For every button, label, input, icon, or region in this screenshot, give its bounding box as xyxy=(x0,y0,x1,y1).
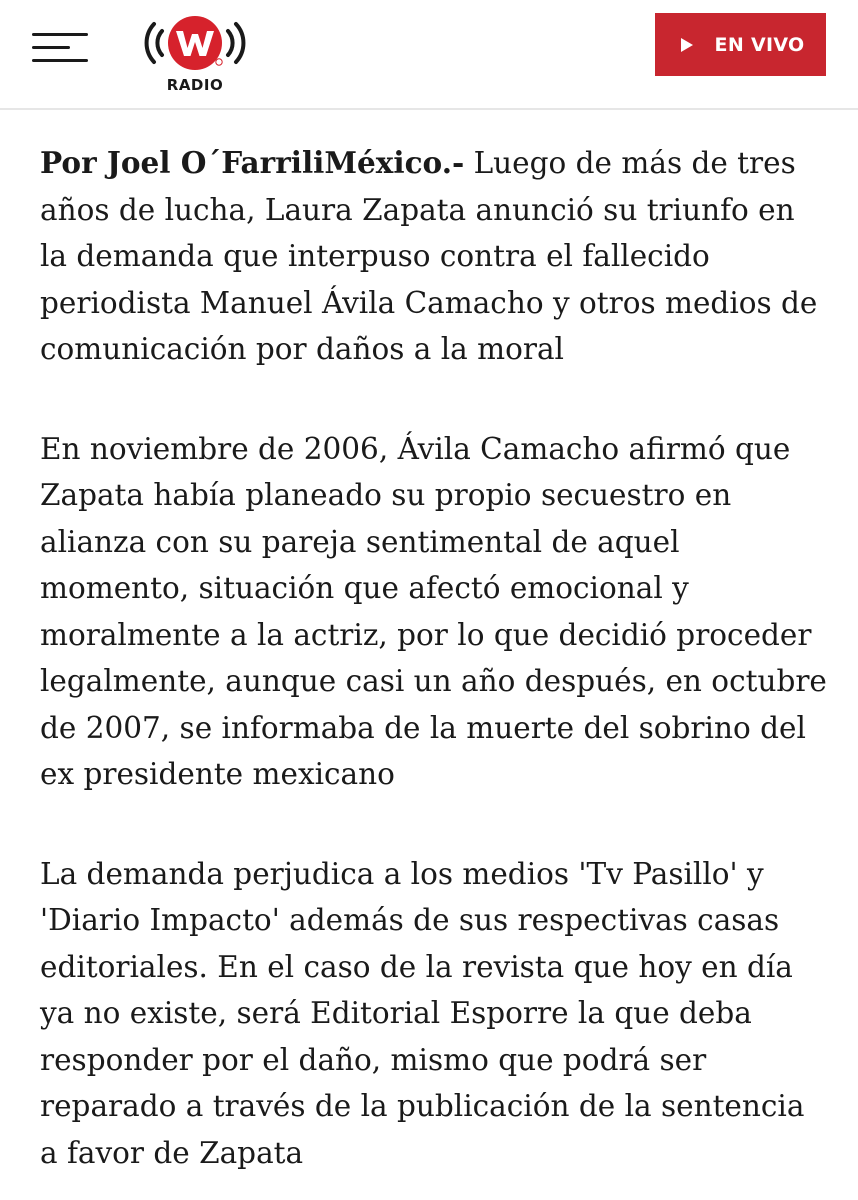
article-paragraph xyxy=(40,140,830,373)
article-paragraph xyxy=(40,426,830,798)
paragraph-text: Luego de más de tres años de lucha, Laura Zapata anunció su triunfo en la demanda que interpuso contra el fallecido periodista Manuel Ávila Camacho y otros medios de comunicación por daños a la moral xyxy=(40,146,818,366)
article-body xyxy=(40,140,830,1176)
play-icon xyxy=(681,38,693,52)
menu-line xyxy=(32,59,88,62)
menu-line xyxy=(32,46,70,49)
live-button-label: EN VIVO xyxy=(714,33,805,56)
paragraph-text: En noviembre de 2006, Ávila Camacho afirmó que Zapata había planeado su propio secuestro en alianza con su pareja sentimental de aquel momento, situación que afectó emocional y moralmente a la actriz, por lo que decidió proceder legalmente, aunque casi un año después, en octubre de 2007, se informaba de la muerte del sobrino del ex presidente mexicano xyxy=(40,431,827,791)
site-header xyxy=(0,0,858,110)
hamburger-menu-icon[interactable] xyxy=(32,30,88,64)
paragraph-text: La demanda perjudica a los medios 'Tv Pasillo' y 'Diario Impacto' además de sus respectivas casas editoriales. En el caso de la revista que hoy en día ya no existe, será Editorial Esporre la que deba responder por el daño, mismo que podrá ser reparado a través de la publicación de la sentencia a favor de Zapata xyxy=(40,856,805,1170)
logo-text: RADIO xyxy=(166,76,224,94)
byline: Por Joel O´FarriliMéxico.- xyxy=(40,145,465,180)
w-radio-logo[interactable] xyxy=(140,10,250,94)
live-radio-button[interactable] xyxy=(655,13,826,76)
menu-line xyxy=(32,33,88,36)
article-paragraph xyxy=(40,851,830,1177)
w-logo-mark-icon xyxy=(140,10,250,76)
